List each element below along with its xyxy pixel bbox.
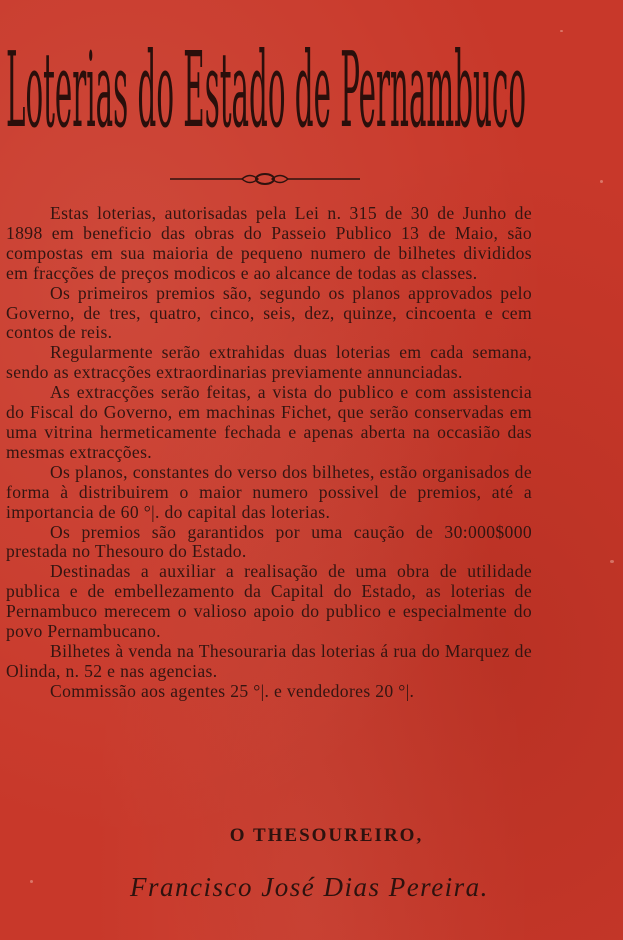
ornament-divider: [170, 170, 360, 188]
paragraph-caucao: Os premios são garantidos por uma caução de 30:000$000 prestada no Thesouro do Estado.: [6, 521, 532, 562]
paragraph-extracoes-publicas: As extracções serão feitas, a vista do publico e com assistencia do Fiscal do Governo, em machinas Fichet, que serão conservadas em uma vitrina hermeticamente fechada e apenas aberta na occasião das mesmas extracções.: [6, 382, 532, 462]
paragraph-lei: Estas loterias, autorisadas pela Lei n. 315 de 30 de Junho de 1898 em beneficio das obras do Passeio Publico 13 de Maio, são compostas em sua maioria de pequeno numero de bilhetes divididos em fracções de preços modicos e ao alcance de todas as classes.: [6, 203, 532, 283]
paragraph-destinadas: Destinadas a auxiliar a realisação de uma obra de utilidade publica e de embellezamento da Capital do Estado, as loterias de Pernambuco merecem o valioso apoio do publico e especialmente do povo Pernambucano.: [6, 561, 532, 642]
paragraph-premios: Os primeiros premios são, segundo os planos approvados pelo Governo, de tres, quatro, cinco, seis, dez, quinze, cincoenta e cem contos de reis.: [6, 282, 532, 343]
paragraph-extracoes-semanais: Regularmente serão extrahidas duas loterias em cada semana, sendo as extracções extraordinarias previamente annunciadas.: [6, 342, 532, 383]
document-title-text: Loterias do Estado de Pernambuco: [6, 40, 526, 135]
paragraph-planos: Os planos, constantes do verso dos bilhetes, estão organisados de forma à distribuirem o maior numero possivel de premios, até a importancia de 60 °|. do capital das loterias.: [6, 461, 532, 522]
paper-speck: [30, 880, 33, 883]
document-body: [6, 204, 532, 702]
paper-speck: [560, 30, 563, 32]
signature-name: Francisco José Dias Pereira.: [130, 872, 489, 902]
document-title: [6, 40, 526, 135]
paper-speck: [610, 560, 614, 563]
paragraph-commissao: Commissão aos agentes 25 °|. e vendedores 20 °|.: [50, 680, 415, 701]
paper-speck: [600, 180, 603, 183]
signature-title: O THESOUREIRO,: [229, 825, 424, 846]
paragraph-bilhetes: Bilhetes à venda na Thesouraria das loterias á rua do Marquez de Olinda, n. 52 e nas agencias.: [6, 640, 532, 681]
